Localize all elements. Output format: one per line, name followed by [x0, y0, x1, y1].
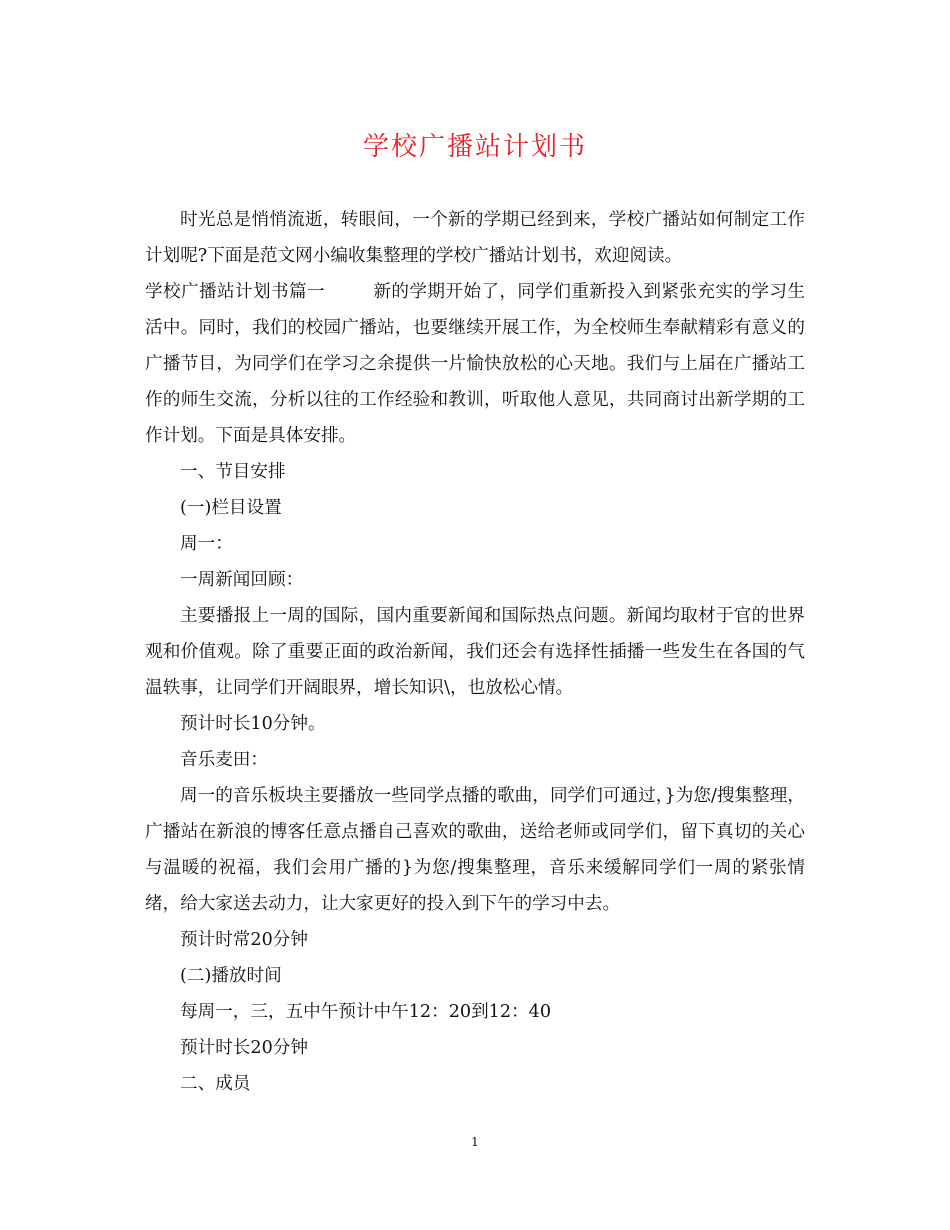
day-label-monday: 周一：	[180, 534, 233, 554]
intro-paragraph: 时光总是悄悄流逝，转眼间，一个新的学期已经到来，学校广播站如何制定工作计划呢?下面是范文网小编收集整理的学校广播站计划书，欢迎阅读。	[145, 210, 805, 266]
schedule-duration: 预计时长20分钟	[180, 1038, 308, 1058]
part-label: 学校广播站计划书篇一	[145, 282, 325, 302]
music-column-title: 音乐麦田：	[180, 750, 268, 770]
section-heading-1: 一、节目安排	[180, 462, 286, 482]
subsection-heading-1: (一)栏目设置	[180, 498, 282, 518]
document-title: 学校广播站计划书	[362, 132, 587, 162]
music-column-text: 周一的音乐板块主要播放一些同学点播的歌曲，同学们可通过，}为您/搜集整理，广播站在新浪的博客任意点播自己喜欢的歌曲，送给老师或同学们，留下真切的关心与温暖的祝福，我们会用广播的}为您/搜集整理，音乐来缓解同学们一周的紧张情绪，给大家送去动力，让大家更好的投入到下午的学习中去。	[145, 786, 805, 914]
document-body	[145, 202, 805, 1102]
news-duration: 预计时长10分钟。	[180, 714, 326, 734]
subsection-heading-2: (二)播放时间	[180, 966, 282, 986]
page-number: 1	[471, 1135, 479, 1149]
part-text: 新的学期开始了，同学们重新投入到紧张充实的学习生活中。同时，我们的校园广播站，也要继续开展工作，为全校师生奉献精彩有意义的广播节目，为同学们在学习之余提供一片愉快放松的心天地。我们与上届在广播站工作的师生交流，分析以往的工作经验和教训，听取他人意见，共同商讨出新学期的工作计划。下面是具体安排。	[145, 282, 805, 446]
schedule-text: 每周一，三，五中午预计中午12：20到12：40	[180, 1002, 552, 1022]
music-duration: 预计时常20分钟	[180, 930, 308, 950]
news-column-text: 主要播报上一周的国际，国内重要新闻和国际热点问题。新闻均取材于官的世界观和价值观。除了重要正面的政治新闻，我们还会有选择性插播一些发生在各国的气温轶事，让同学们开阔眼界，增长知识\，也放松心情。	[145, 606, 805, 698]
news-column-title: 一周新闻回顾：	[180, 570, 304, 590]
section-heading-2: 二、成员	[180, 1074, 251, 1094]
part-paragraph	[145, 274, 805, 454]
